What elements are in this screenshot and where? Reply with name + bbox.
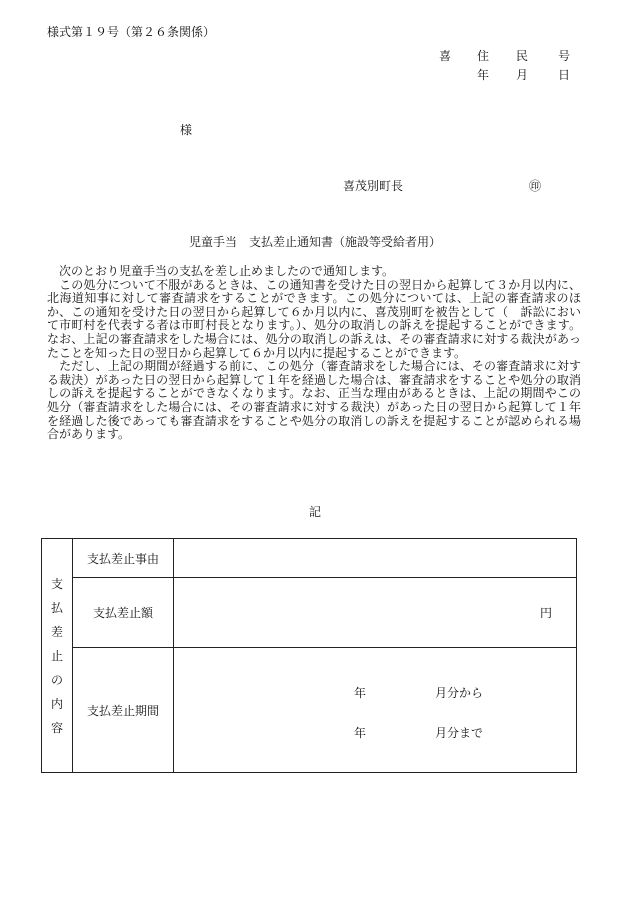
body-paragraph: この処分について不服があるときは、この通知書を受けた日の翌日から起算して３か月以内に、北海道知事に対して審査請求をすることができます。この処分については、上記の審査請求のほか、この通知を受けた日の翌日から起算して６か月以内に、喜茂別町を被告として（ 訴訟において市町村を代表する者は市町村長となります。）、処分の取消しの訴えを提起することができます。なお、上記の審査請求をした場合には、処分の取消しの訴えは、その審査請求に対する裁決があったことを知った日の翌日から起算して６か月以内に提起することができます。 bbox=[47, 277, 581, 360]
doc-number-min: 民 bbox=[516, 49, 529, 63]
side-label-char: 払 bbox=[50, 600, 63, 615]
to-year: 年 bbox=[354, 726, 367, 740]
details-table bbox=[41, 538, 577, 773]
issuer-name: 喜茂別町長 bbox=[343, 179, 404, 193]
body-paragraph: ただし、上記の期間が経過する前に、この処分（審査請求をした場合には、その審査請求に対する裁決）があった日の翌日から起算して１年を経過した場合は、審査請求をすることや処分の取消しの訴えを提起することができなくなります。なお、正当な理由があるときは、上記の期間やこの処分（審査請求をした場合には、その審査請求に対する裁決）があった日の翌日から起算して１年を経過した後であっても審査請求をすることや処分の取消しの訴えを提起することが認められる場合があります。 bbox=[47, 359, 581, 442]
date-month: 月 bbox=[516, 68, 529, 82]
seal-mark: ㊞ bbox=[529, 179, 542, 193]
date-day: 日 bbox=[558, 68, 571, 82]
form-number: 様式第１９号（第２６条関係） bbox=[47, 25, 216, 39]
reason-value bbox=[174, 539, 577, 578]
doc-number-ju: 住 bbox=[477, 49, 490, 63]
to-month: 月分まで bbox=[435, 726, 484, 740]
date-year: 年 bbox=[477, 68, 490, 82]
side-label-char: 差 bbox=[50, 624, 63, 639]
side-label-char: 支 bbox=[50, 576, 63, 591]
document-title: 児童手当 支払差止通知書（施設等受給者用） bbox=[188, 235, 441, 249]
side-label-char: 止 bbox=[50, 648, 63, 663]
side-label-char: 容 bbox=[50, 720, 63, 735]
period-label: 支払差止期間 bbox=[73, 648, 174, 773]
body-paragraph: 次のとおり児童手当の支払を差し止めましたので通知します。 bbox=[47, 264, 395, 278]
side-label bbox=[42, 539, 73, 773]
addressee-honorific: 様 bbox=[180, 123, 193, 137]
amount-label: 支払差止額 bbox=[73, 578, 174, 648]
body-text bbox=[47, 265, 581, 442]
side-label-char: 内 bbox=[50, 696, 63, 711]
reason-label: 支払差止事由 bbox=[73, 539, 174, 578]
ki-heading: 記 bbox=[308, 505, 321, 519]
from-year: 年 bbox=[354, 686, 367, 700]
amount-value bbox=[174, 578, 577, 648]
side-label-char: の bbox=[50, 672, 63, 687]
doc-number-go: 号 bbox=[558, 49, 571, 63]
yen-unit: 円 bbox=[539, 606, 552, 620]
period-value bbox=[174, 648, 577, 773]
from-month: 月分から bbox=[435, 686, 484, 700]
doc-number-ki: 喜 bbox=[439, 49, 452, 63]
